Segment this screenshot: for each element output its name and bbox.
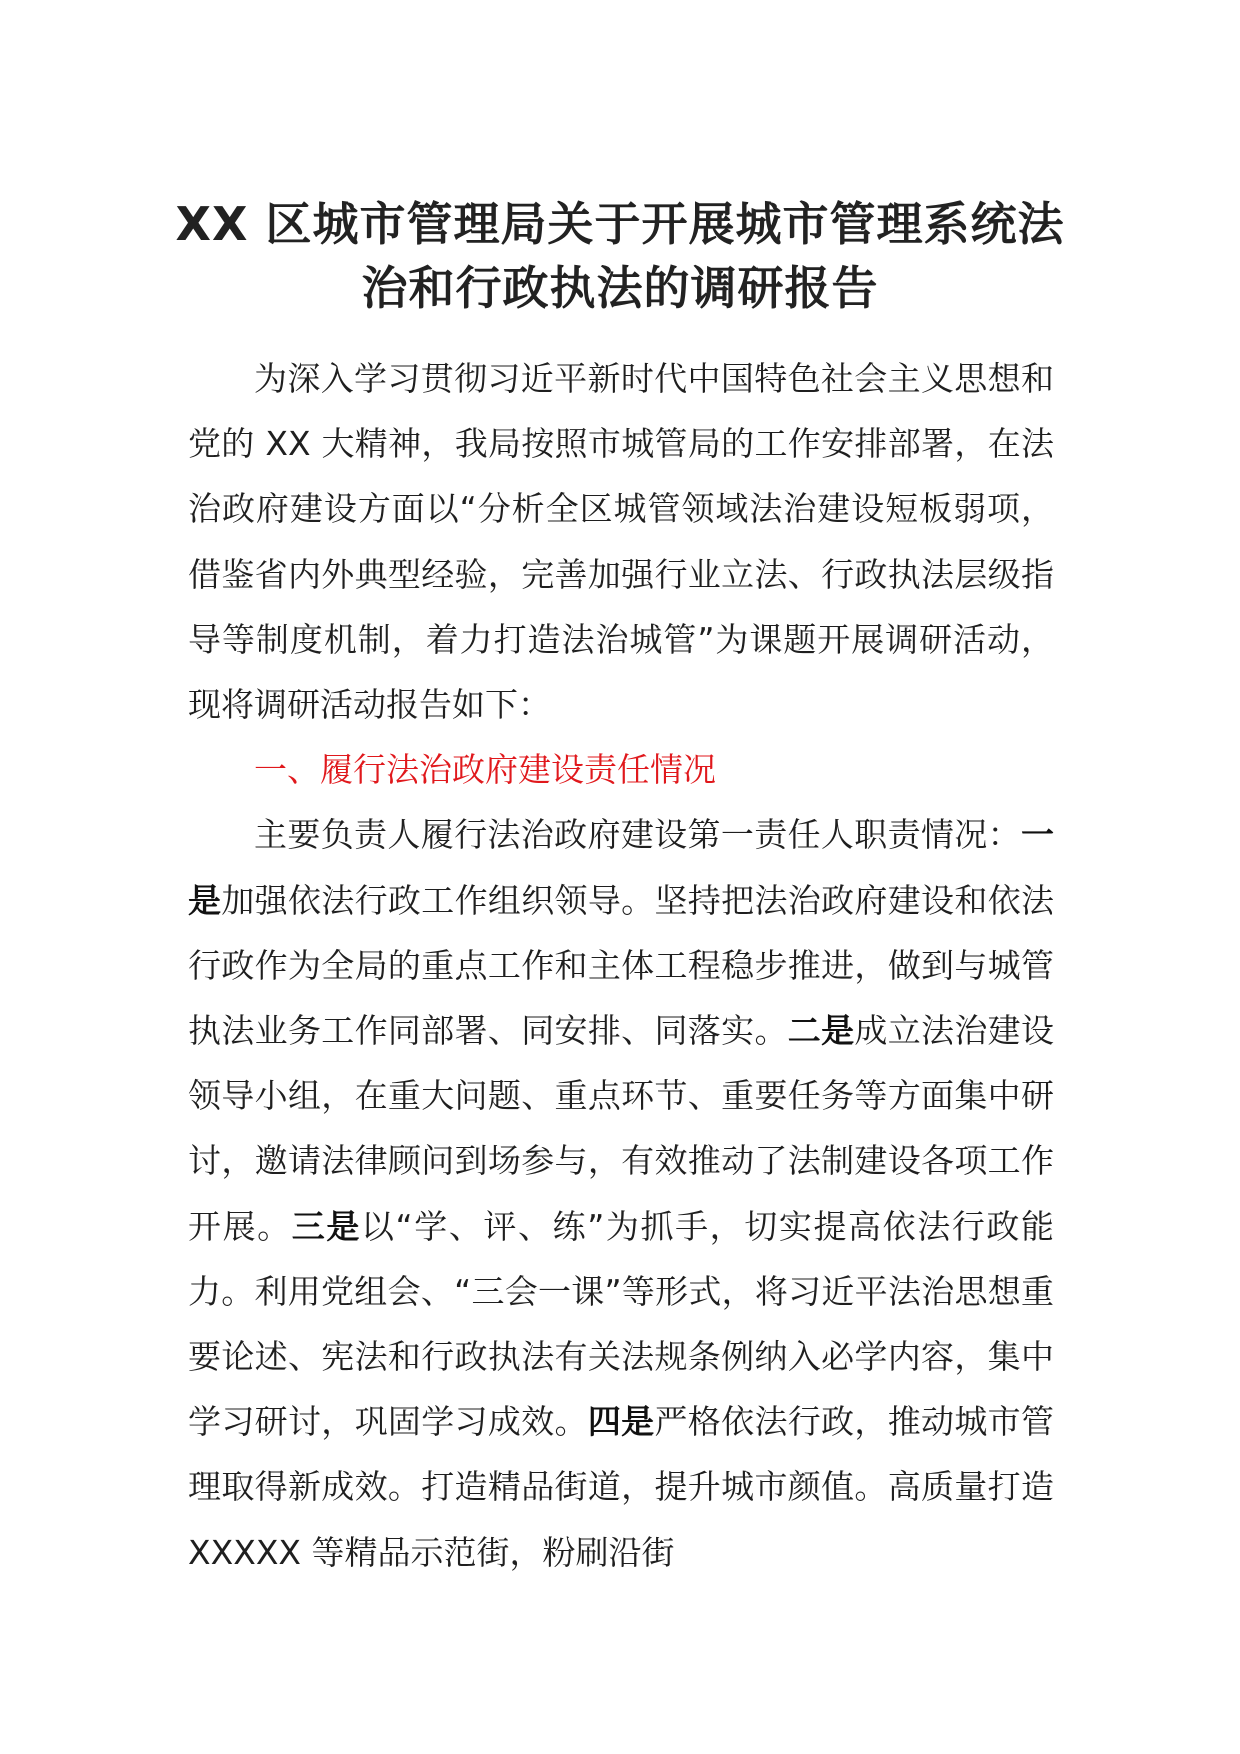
- title-line-1: XX 区城市管理局关于开展城市管理系统法: [175, 197, 1065, 251]
- bold-marker: 三是: [291, 1206, 361, 1246]
- document-body: [188, 346, 1054, 1585]
- intro-paragraph: 为深入学习贯彻习近平新时代中国特色社会主义思想和党的 XX 大精神，我局按照市城管局的工作安排部署，在法治政府建设方面以“分析全区城管领域法治建设短板弱项，借鉴省内外典型经验，完善加强行业立法、行政执法层级指导等制度机制，着力打造法治城管”为课题开展调研活动，现将调研活动报告如下：: [188, 359, 1054, 725]
- paragraph-text: 成立法治建设领导小组，在重大问题、重点环节、重要任务等方面集中研讨，邀请法律顾问到场参与，有效推动了法制建设各项工作开展。: [188, 1011, 1055, 1246]
- document-title: [150, 192, 1090, 320]
- paragraph-text: 主要负责人履行法治政府建设第一责任人职责情况：: [254, 815, 1021, 855]
- paragraph-text: 以“学、评、练”为抓手，切实提高依法行政能力。利用党组会、“三会一课”等形式，将习近平法治思想重要论述、宪法和行政执法有关法规条例纳入必学内容，集中学习研讨，巩固学习成效。: [188, 1206, 1054, 1442]
- paragraph-text: 加强依法行政工作组织领导。坚持把法治政府建设和依法行政作为全局的重点工作和主体工程稳步推进，做到与城管执法业务工作同部署、同安排、同落实。: [188, 880, 1055, 1051]
- section-heading: 一、履行法治政府建设责任情况: [254, 750, 716, 790]
- bold-marker: 二是: [787, 1011, 855, 1051]
- paragraph-text: 严格依法行政，推动城市管理取得新成效。打造精品街道，提升城市颜值。高质量打造 XXXXX 等精品示范街，粉刷沿街: [188, 1402, 1055, 1572]
- bold-marker: 四是: [587, 1402, 655, 1442]
- section-paragraph: [188, 802, 1054, 1584]
- title-line-2: 治和行政执法的调研报告: [361, 261, 879, 315]
- bold-marker: 一是: [188, 815, 1054, 920]
